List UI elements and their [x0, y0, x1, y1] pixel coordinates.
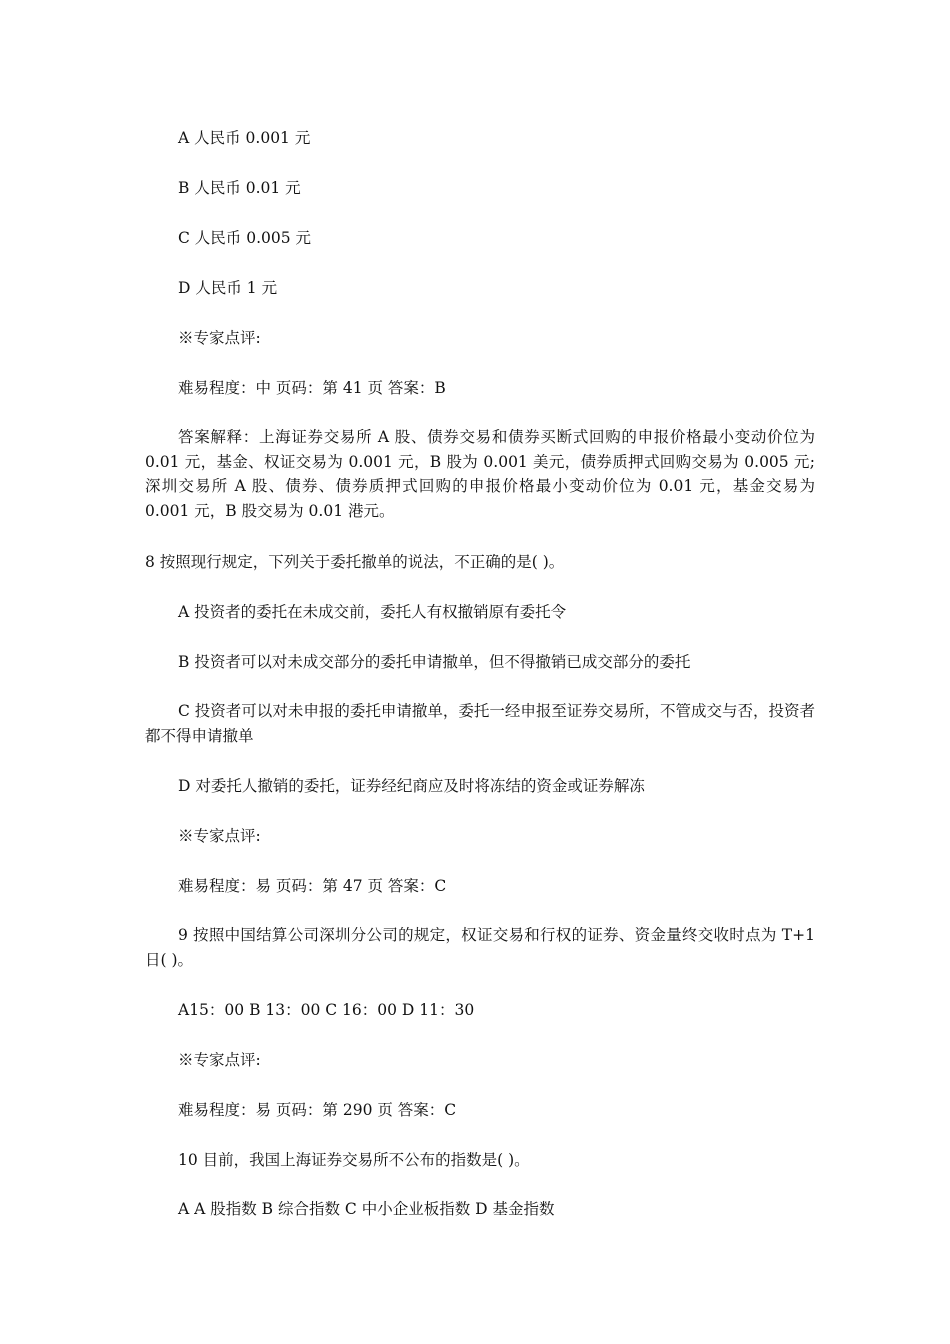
- q7-option-a: A 人民币 0.001 元: [178, 129, 311, 147]
- q8-question: 8 按照现行规定，下列关于委托撤单的说法，不正确的是( )。: [145, 553, 565, 571]
- q9-question: 9 按照中国结算公司深圳分公司的规定，权证交易和行权的证券、资金量终交收时点为 T+1 日( )。: [145, 926, 815, 969]
- q7-option-b: B 人民币 0.01 元: [178, 179, 301, 197]
- q10-question: 10 目前，我国上海证券交易所不公布的指数是( )。: [178, 1151, 530, 1169]
- q8-option-a: A 投资者的委托在未成交前，委托人有权撤销原有委托令: [178, 603, 567, 621]
- q7-option-d: D 人民币 1 元: [178, 279, 278, 297]
- q7-meta: 难易程度：中 页码：第 41 页 答案：B: [178, 379, 446, 397]
- q8-option-d: D 对委托人撤销的委托，证券经纪商应及时将冻结的资金或证券解冻: [178, 777, 645, 795]
- q8-option-b: B 投资者可以对未成交部分的委托申请撤单，但不得撤销已成交部分的委托: [178, 653, 691, 671]
- q7-option-c: C 人民币 0.005 元: [178, 229, 312, 247]
- q8-expert-comment: ※专家点评:: [178, 827, 261, 845]
- q9-expert-comment: ※专家点评:: [178, 1051, 261, 1069]
- q8-option-c: C 投资者可以对未申报的委托申请撤单，委托一经申报至证券交易所，不管成交与否，投资者都不得申请撤单: [145, 702, 815, 745]
- q9-meta: 难易程度：易 页码：第 290 页 答案：C: [178, 1101, 457, 1119]
- q8-meta: 难易程度：易 页码：第 47 页 答案：C: [178, 877, 447, 895]
- q7-explanation: 答案解释：上海证券交易所 A 股、债券交易和债券买断式回购的申报价格最小变动价位为 0.01 元，基金、权证交易为 0.001 元，B 股为 0.001 美元，债券质押式回购交易为 0.005 元;深圳交易所 A 股、债券、债券质押式回购的申报价格最小变动价位为 0.01 元，基金交易为 0.001 元，B 股交易为 0.01 港元。: [145, 428, 815, 520]
- q7-expert-comment: ※专家点评:: [178, 329, 261, 347]
- q9-options: A15：00 B 13：00 C 16：00 D 11：30: [178, 1001, 475, 1019]
- q10-options: A A 股指数 B 综合指数 C 中小企业板指数 D 基金指数: [178, 1200, 555, 1218]
